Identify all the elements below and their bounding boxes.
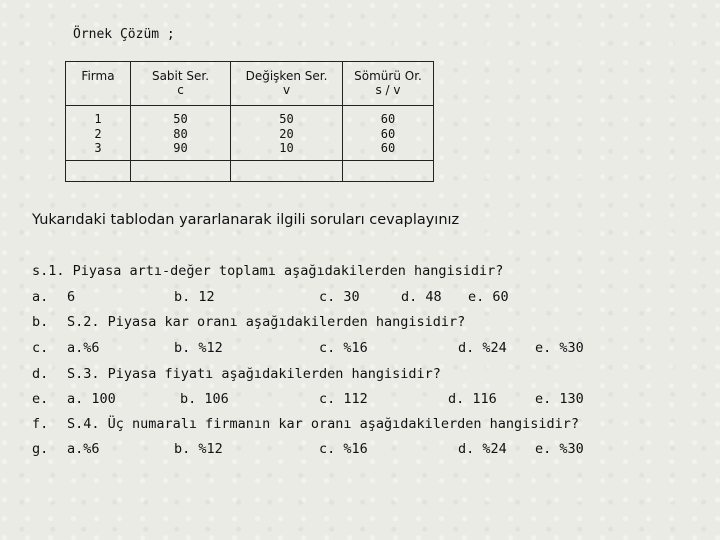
option-a: a.%6 (67, 340, 100, 356)
header-somuru: Sömürü Or. s / v (343, 62, 434, 106)
option-b: b. 106 (180, 391, 229, 407)
header-sabit: Sabit Ser. c (131, 62, 231, 106)
row-label: f. (32, 416, 49, 432)
option-a: a.%6 (67, 441, 100, 457)
option-a: 6 (67, 289, 76, 305)
option-e: e. 60 (468, 289, 509, 305)
page-title: Örnek Çözüm ; (73, 27, 175, 42)
row-label: d. (32, 366, 49, 382)
option-c: c. %16 (319, 441, 368, 457)
option-c: c. 112 (319, 391, 368, 407)
question-3: S.3. Piyasa fiyatı aşağıdakilerden hangisidir? (67, 366, 441, 382)
row-label: e. (32, 391, 49, 407)
option-d: d. 116 (448, 391, 497, 407)
instructions-text: Yukarıdaki tablodan yararlanarak ilgili soruları cevaplayınız (32, 212, 460, 228)
option-b: b. 12 (174, 289, 215, 305)
option-b: b. %12 (174, 441, 223, 457)
data-table (65, 61, 434, 182)
header-firma: Firma (66, 62, 131, 106)
blank-cell (66, 161, 131, 182)
cell-somuru: 60 60 60 (343, 106, 434, 161)
option-c: c. 30 (319, 289, 360, 305)
option-d: d. 48 (401, 289, 442, 305)
cell-sabit: 50 80 90 (131, 106, 231, 161)
blank-cell (343, 161, 434, 182)
option-d: d. %24 (458, 340, 507, 356)
blank-cell (131, 161, 231, 182)
cell-degisken: 50 20 10 (231, 106, 343, 161)
option-b: b. %12 (174, 340, 223, 356)
row-label: b. (32, 314, 49, 330)
row-label: g. (32, 441, 49, 457)
option-e: e. %30 (535, 340, 584, 356)
table-header-row (66, 62, 434, 106)
option-a: a. 100 (67, 391, 116, 407)
table-blank-row (66, 161, 434, 182)
cell-firma: 1 2 3 (66, 106, 131, 161)
row-label: a. (32, 289, 49, 305)
table-row (66, 106, 434, 161)
question-1: s.1. Piyasa artı-değer toplamı aşağıdakilerden hangisidir? (32, 263, 504, 279)
question-4: S.4. Üç numaralı firmanın kar oranı aşağıdakilerden hangisidir? (67, 416, 580, 432)
header-degisken: Değişken Ser. v (231, 62, 343, 106)
option-e: e. 130 (535, 391, 584, 407)
option-e: e. %30 (535, 441, 584, 457)
option-d: d. %24 (458, 441, 507, 457)
row-label: c. (32, 340, 49, 356)
blank-cell (231, 161, 343, 182)
question-2: S.2. Piyasa kar oranı aşağıdakilerden hangisidir? (67, 314, 466, 330)
option-c: c. %16 (319, 340, 368, 356)
